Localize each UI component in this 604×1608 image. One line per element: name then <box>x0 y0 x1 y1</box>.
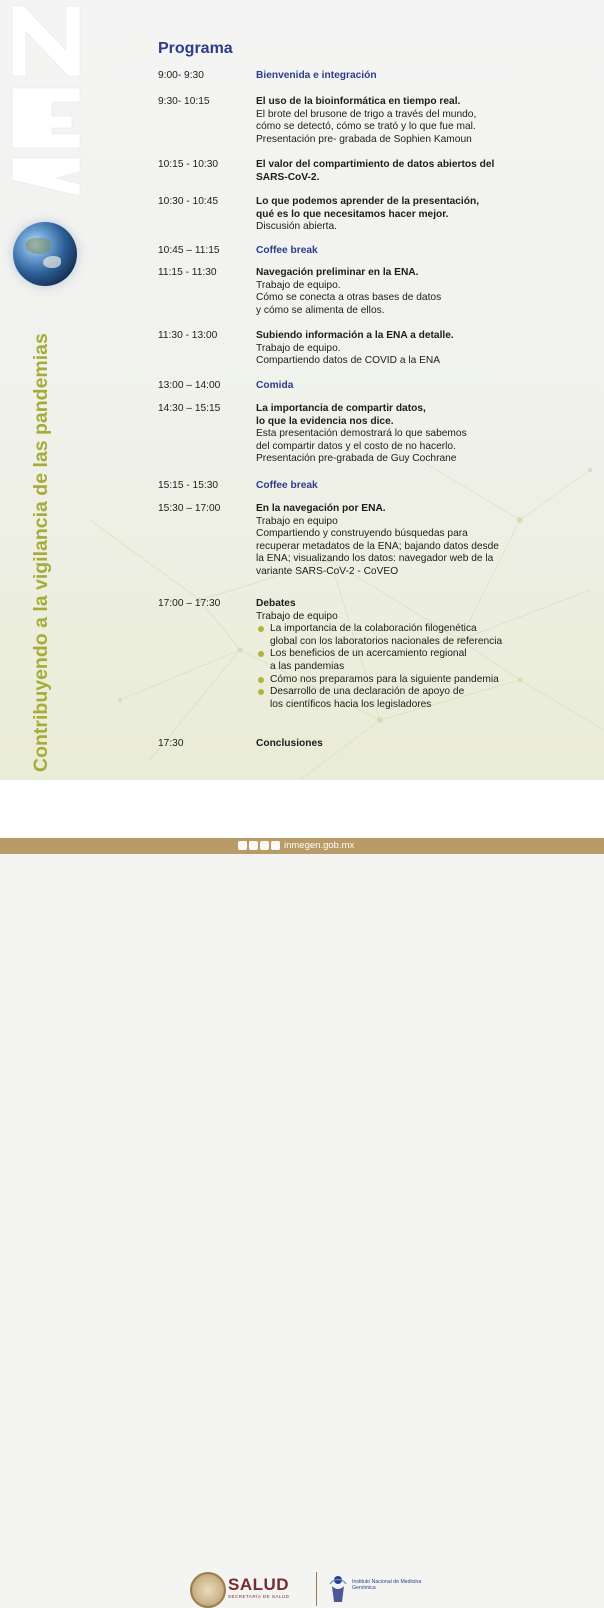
schedule-content <box>256 480 556 493</box>
instagram-icon[interactable] <box>260 841 269 850</box>
debate-bullet-text: Los beneficios de un acercamiento regional <box>270 648 467 660</box>
government-seal-icon <box>190 1572 226 1608</box>
session-title: En la navegación por ENA. <box>256 503 386 514</box>
session-description: recuperar metadatos de la ENA; bajando datos desde <box>256 540 499 552</box>
schedule-content <box>256 503 556 579</box>
session-title: El valor del compartimiento de datos abiertos del <box>256 159 495 170</box>
session-title: Coffee break <box>256 245 318 256</box>
schedule-content <box>256 403 556 466</box>
youtube-icon[interactable] <box>271 841 280 850</box>
schedule-content <box>256 196 556 234</box>
schedule-time: 15:15 - 15:30 <box>158 480 219 491</box>
program-title: Programa <box>158 40 233 57</box>
session-title: La importancia de compartir datos, <box>256 403 426 414</box>
debate-bullet <box>256 623 556 648</box>
logo-divider <box>316 1572 317 1606</box>
vertical-title: Contribuyendo a la vigilancia de las pandemias <box>30 333 52 772</box>
session-title: Bienvenida e integración <box>256 70 377 81</box>
session-description: Esta presentación demostrará lo que sabemos <box>256 428 467 440</box>
session-title: Conclusiones <box>256 738 323 749</box>
debate-bullet <box>256 674 556 687</box>
ena-logo <box>6 2 84 198</box>
session-title: Navegación preliminar en la ENA. <box>256 267 419 278</box>
session-title: El uso de la bioinformática en tiempo real. <box>256 96 461 107</box>
schedule-time: 10:30 - 10:45 <box>158 196 219 207</box>
debate-bullet-text: los científicos hacia los legisladores <box>270 698 432 710</box>
schedule-time: 10:45 – 11:15 <box>158 245 220 256</box>
schedule-time: 13:00 – 14:00 <box>158 380 221 391</box>
schedule-content <box>256 159 556 184</box>
session-description: variante SARS-CoV-2 - CoVEO <box>256 565 399 577</box>
session-title: Debates <box>256 598 296 609</box>
session-description: Trabajo de equipo. <box>256 342 341 354</box>
schedule-time: 9:00- 9:30 <box>158 70 204 81</box>
schedule-time: 17:00 – 17:30 <box>158 598 221 609</box>
session-description: Presentación pre-grabada de Guy Cochrane <box>256 453 457 465</box>
schedule-content <box>256 96 556 146</box>
debate-bullet-text: Desarrollo de una declaración de apoyo de <box>270 686 465 698</box>
institute-name: Instituto Nacional de Medicina Genómica <box>352 1579 422 1592</box>
session-title: SARS-CoV-2. <box>256 171 320 183</box>
inmegen-logo-icon <box>328 1574 348 1604</box>
schedule-content <box>256 330 556 368</box>
salud-logo-text: SALUD <box>228 1575 290 1594</box>
session-title: qué es lo que necesitamos hacer mejor. <box>256 208 449 220</box>
schedule-content <box>256 738 556 751</box>
session-description: Trabajo de equipo. <box>256 279 341 291</box>
earth-globe-image <box>13 222 77 286</box>
session-title: lo que la evidencia nos dice. <box>256 415 394 427</box>
debate-bullet-text: Cómo nos preparamos para la siguiente pandemia <box>270 673 499 685</box>
social-icons <box>238 841 280 850</box>
schedule-time: 11:30 - 13:00 <box>158 330 218 341</box>
schedule-time: 11:15 - 11:30 <box>158 267 217 278</box>
session-description: la ENA; visualizando los datos: navegador web de la <box>256 553 494 565</box>
session-description: Presentación pre- grabada de Sophien Kamoun <box>256 133 472 145</box>
session-description: Discusión abierta. <box>256 221 337 233</box>
schedule-content <box>256 267 556 317</box>
session-description: y cómo se alimenta de ellos. <box>256 304 385 316</box>
debate-bullet-text: global con los laboratorios nacionales de referencia <box>270 635 503 647</box>
schedule-time: 17:30 <box>158 738 184 749</box>
session-description: Cómo se conecta a otras bases de datos <box>256 292 442 304</box>
debate-bullet-text: a las pandemias <box>270 660 345 672</box>
session-description: del compartir datos y el costo de no hacerlo. <box>256 440 456 452</box>
session-title: Coffee break <box>256 480 318 491</box>
session-title: Comida <box>256 380 294 391</box>
session-description: Trabajo de equipo <box>256 610 338 622</box>
sidebar <box>0 0 88 780</box>
twitter-icon[interactable] <box>249 841 258 850</box>
session-description: cómo se detectó, cómo se trató y lo que fue mal. <box>256 121 476 133</box>
schedule-time: 15:30 – 17:00 <box>158 503 221 514</box>
website-link[interactable]: inmegen.gob.mx <box>284 840 355 851</box>
schedule-content <box>256 245 556 258</box>
schedule-time: 14:30 – 15:15 <box>158 403 221 414</box>
session-title: Subiendo información a la ENA a detalle. <box>256 330 454 341</box>
facebook-icon[interactable] <box>238 841 247 850</box>
session-title: Lo que podemos aprender de la presentación, <box>256 196 480 207</box>
debate-bullet-text: La importancia de la colaboración filogenética <box>270 623 477 635</box>
session-description: Compartiendo y construyendo búsquedas para <box>256 528 468 540</box>
session-description: Compartiendo datos de COVID a la ENA <box>256 355 441 367</box>
schedule-content <box>256 70 556 83</box>
schedule-content <box>256 598 556 711</box>
debate-bullet <box>256 648 556 673</box>
schedule-content <box>256 380 556 393</box>
session-description: Trabajo en equipo <box>256 515 338 527</box>
debate-bullet <box>256 686 556 711</box>
schedule-time: 10:15 - 10:30 <box>158 159 219 170</box>
salud-subtitle: SECRETARÍA DE SALUD <box>228 1594 290 1599</box>
schedule-time: 9:30- 10:15 <box>158 96 210 107</box>
session-description: El brote del brusone de trigo a través del mundo, <box>256 108 477 120</box>
